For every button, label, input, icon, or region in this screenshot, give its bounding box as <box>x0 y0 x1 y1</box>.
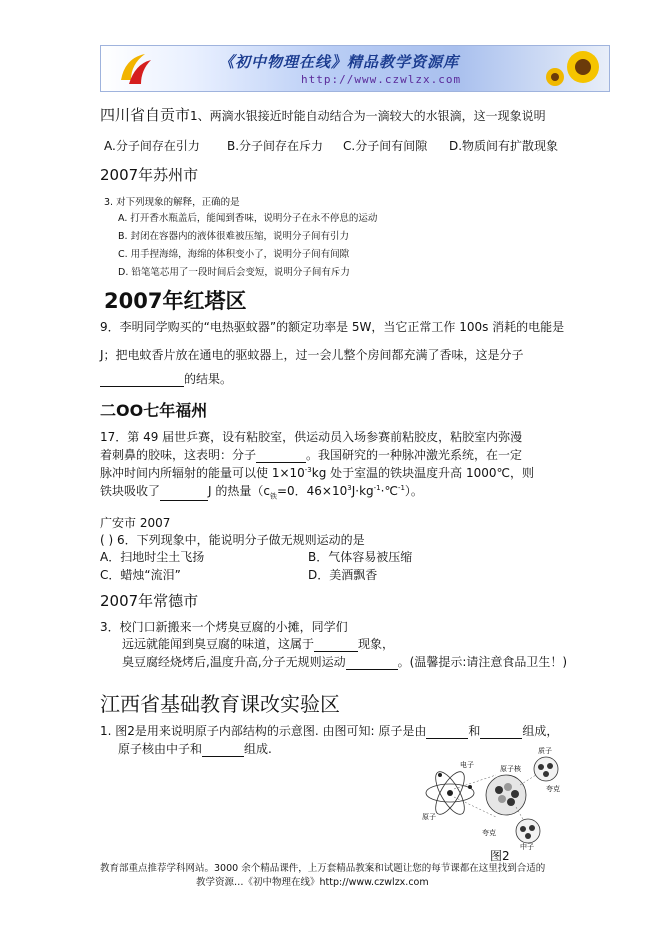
question-text: 3. 对下列现象的解释，正确的是 <box>104 197 240 208</box>
section-heading: 四川省自贡市 <box>100 106 191 124</box>
atom-structure-figure <box>420 745 570 855</box>
question-line-3: 脉冲时间内所辐射的能量可以使 $1\times 10^{-3}kg$ 处于室温的铁块温度升高 1000℃，则 <box>100 466 534 480</box>
label-proton: 质子 <box>538 747 552 755</box>
question-text: ( ) 6．下列现象中，能说明分子做无规则运动的是 <box>100 533 365 547</box>
label-nucleus: 原子核 <box>500 765 521 773</box>
question-line-2: 着刺鼻的胶味，这表明：分子 。我国研究的一种脉冲激光系统，在一定 <box>100 448 523 462</box>
answer-blank <box>346 657 398 670</box>
question-line-1: 1. 图2是用来说明原子内部结构的示意图. 由图可知: 原子是由 和 组成， <box>100 724 559 738</box>
option-d: D.物质间有扩散现象 <box>449 139 559 153</box>
figure-caption: 图2 <box>490 849 510 863</box>
question-line-1: 9．李明同学购买的“电热驱蚊器”的额定功率是 5W，当它正常工作 100s 消耗的电能是 <box>100 320 565 334</box>
section-heading-guangan: 广安市 2007 <box>100 516 171 530</box>
nucleus-icon <box>486 775 526 815</box>
question-line-2: 远远就能闻到臭豆腐的味道，这属于 现象， <box>122 637 395 651</box>
proton-icon <box>534 757 558 781</box>
answer-blank <box>202 744 244 757</box>
label-quark-2: 夸克 <box>482 829 496 837</box>
option-d: D．美酒飘香 <box>308 568 378 582</box>
section-heading-suzhou: 2007年苏州市 <box>100 166 199 184</box>
answer-blank <box>160 488 208 501</box>
question-line-1: 3．校门口新搬来一个烤臭豆腐的小摊，同学们 <box>100 620 348 634</box>
banner-title: 《初中物理在线》精品教学资源库 <box>219 53 460 71</box>
footer-line-2: 教学资源…《初中物理在线》http://www.czwlzx.com <box>196 877 429 888</box>
question-line-2: 原子核由中子和 组成. <box>118 742 272 756</box>
question-line-2: J；把电蚊香片放在通电的驱蚊器上，过一会儿整个房间都充满了香味，这是分子 <box>100 348 524 362</box>
label-atom: 原子 <box>422 813 436 821</box>
section-sichuan <box>100 104 546 125</box>
option-b: B．气体容易被压缩 <box>308 550 413 564</box>
label-quark-1: 夸克 <box>546 785 560 793</box>
site-logo-icon <box>115 50 155 88</box>
option-d: D. 铅笔笔芯用了一段时间后会变短，说明分子间有斥力 <box>118 267 350 278</box>
footer-line-1: 教育部重点推荐学科网站。3000 余个精品课件，上万套精品教案和试题让您的每节课都在这里找到合适的 <box>100 863 546 874</box>
answer-blank <box>100 374 184 387</box>
answer-blank <box>314 639 358 652</box>
question-line-3: 臭豆腐经烧烤后,温度升高,分子无规则运动 。(温馨提示:请注意食品卫生！) <box>122 655 568 669</box>
question-line-1: 17．第 49 届世乒赛，设有粘胶室，供运动员入场参赛前粘胶皮，粘胶室内弥漫 <box>100 430 523 444</box>
section-heading-fuzhou: 二OO七年福州 <box>100 401 208 420</box>
footer-url-link[interactable]: http://www.czwlzx.com <box>319 877 429 888</box>
answer-blank <box>426 726 468 739</box>
option-b: B. 封闭在容器内的液体很难被压缩，说明分子间有引力 <box>118 231 350 242</box>
label-neutron: 中子 <box>520 843 534 851</box>
option-c: C.分子间有间隙 <box>343 139 428 153</box>
question-line-4: 铁块吸收了 J 的热量（$c_铁=0$．$46\times 10^3J\cdot kg^{-1}\cdot℃^{-1}$）。 <box>100 484 423 501</box>
section-heading-jiangxi: 江西省基础教育课改实验区 <box>100 692 340 716</box>
section-heading-changde: 2007年常德市 <box>100 592 199 610</box>
answer-blank <box>256 450 306 463</box>
question-line-3: 的结果。 <box>100 370 232 387</box>
option-c: C. 用手捏海绵，海绵的体积变小了，说明分子间有间隙 <box>118 249 350 260</box>
sunflower-icon <box>543 47 603 91</box>
option-a: A.分子间存在引力 <box>104 139 200 153</box>
question-text: 1、两滴水银接近时能自动结合为一滴较大的水银滴，这一现象说明 <box>190 109 546 123</box>
label-electron: 电子 <box>460 761 474 769</box>
section-heading-hongta: 2007年红塔区 <box>104 289 247 313</box>
neutron-icon <box>516 819 540 843</box>
option-c: C．蜡烛“流泪” <box>100 568 181 582</box>
option-b: B.分子间存在斥力 <box>227 139 324 153</box>
answer-blank <box>480 726 522 739</box>
option-a: A. 打开香水瓶盖后，能闻到香味，说明分子在永不停息的运动 <box>118 213 378 224</box>
banner-url[interactable]: http://www.czwlzx.com <box>301 73 462 86</box>
header-banner <box>100 45 610 92</box>
option-a: A．扫地时尘土飞扬 <box>100 550 205 564</box>
